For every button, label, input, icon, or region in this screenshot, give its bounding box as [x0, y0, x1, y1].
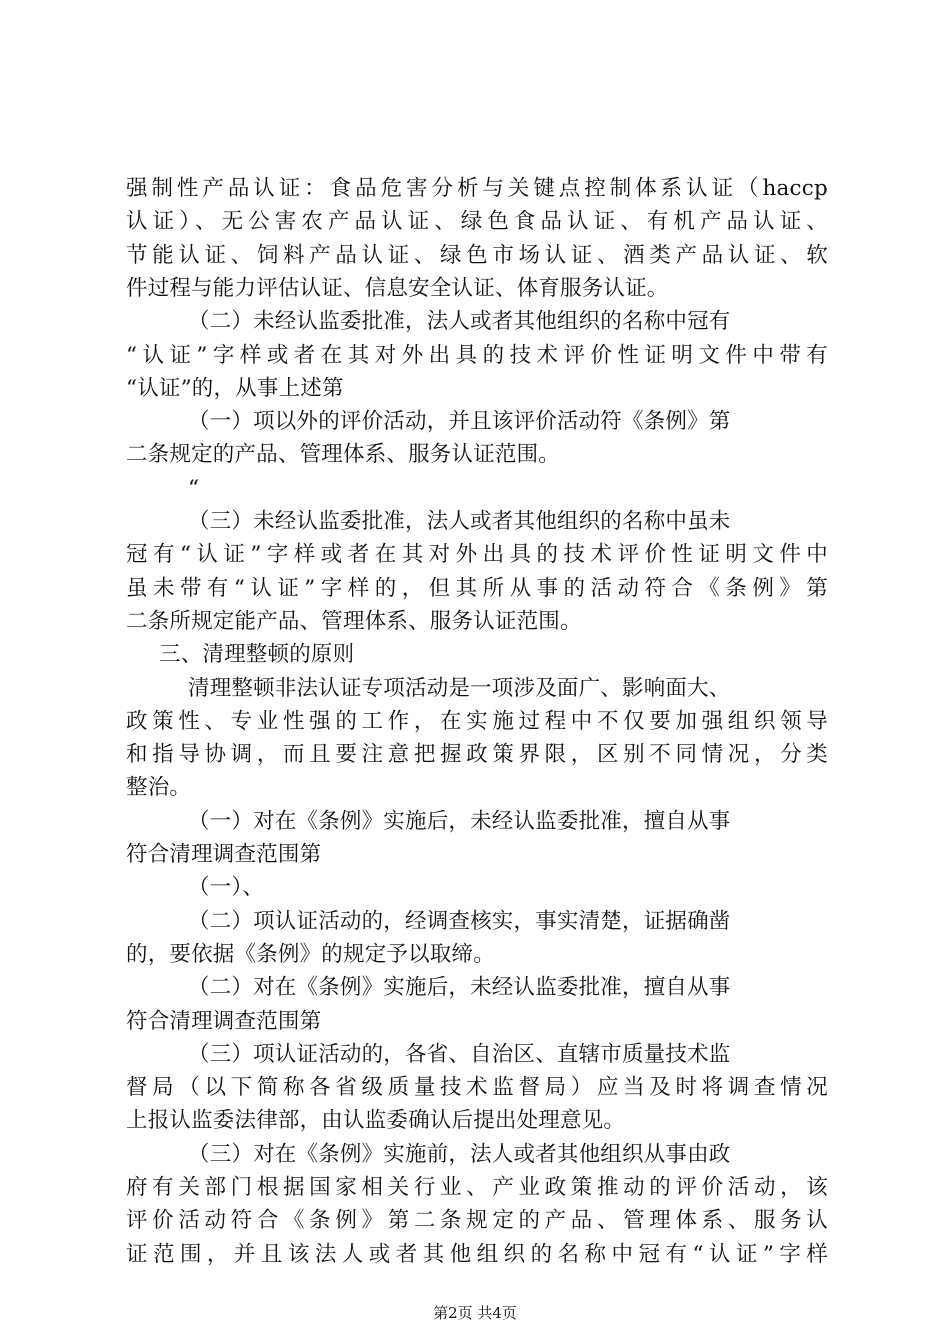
paragraph-line: （二）未经认监委批准，法人或者其他组织的名称中冠有 — [188, 309, 731, 335]
paragraph-line: 和指导协调，而且要注意把握政策界限，区别不同情况，分类 — [126, 742, 828, 768]
paragraph-line: 整治。 — [126, 775, 192, 801]
paragraph-line: 府有关部门根据国家相关行业、产业政策推动的评价活动，该 — [126, 1175, 828, 1200]
paragraph-line: （一）、 — [188, 875, 265, 901]
paragraph-line: 证范围，并且该法人或者其他组织的名称中冠有“认证”字样 — [126, 1241, 828, 1267]
paragraph-line: 评价活动符合《条例》第二条规定的产品、管理体系、服务认 — [126, 1208, 828, 1234]
paragraph-line: 虽未带有“认证”字样的，但其所从事的活动符合《条例》第 — [126, 575, 828, 601]
paragraph-line: 的，要依据《条例》的规定予以取缔。 — [126, 941, 495, 967]
paragraph-line: 认证）、无公害农产品认证、绿色食品认证、有机产品认证、 — [126, 209, 828, 235]
paragraph-line: 符合清理调查范围第 — [126, 842, 322, 867]
paragraph-line: 强制性产品认证：食品危害分析与关键点控制体系认证（haccp — [126, 176, 828, 201]
paragraph-line: 件过程与能力评估认证、信息安全认证、体育服务认证。 — [126, 275, 669, 301]
paragraph-line: （三）未经认监委批准，法人或者其他组织的名称中虽未 — [188, 509, 731, 534]
paragraph-line: （三）对在《条例》实施前，法人或者其他组织从事由政 — [188, 1141, 731, 1167]
paragraph-line: 清理整顿非法认证专项活动是一项涉及面广、影响面大、 — [188, 675, 731, 701]
paragraph-line: （一）对在《条例》实施后，未经认监委批准，擅自从事 — [188, 808, 731, 834]
paragraph-line: 符合清理调查范围第 — [126, 1008, 322, 1034]
paragraph-line: 冠有“认证”字样或者在其对外出具的技术评价性证明文件中 — [126, 542, 828, 568]
paragraph-line: 二条所规定能产品、管理体系、服务认证范围。 — [126, 608, 582, 634]
paragraph-line: 三、清理整顿的原则 — [159, 642, 355, 668]
paragraph-line: 二条规定的产品、管理体系、服务认证范围。 — [126, 442, 561, 468]
paragraph-line: “认证”的，从事上述第 — [126, 375, 344, 401]
paragraph-line: “ — [188, 475, 200, 501]
paragraph-line: 督局（以下简称各省级质量技术监督局）应当及时将调查情况 — [126, 1075, 828, 1101]
paragraph-line: 上报认监委法律部，由认监委确认后提出处理意见。 — [126, 1108, 626, 1134]
paragraph-line: 政策性、专业性强的工作，在实施过程中不仅要加强组织领导 — [126, 708, 828, 734]
paragraph-line: （二）项认证活动的，经调查核实，事实清楚，证据确凿 — [188, 908, 731, 934]
paragraph-line: “认证”字样或者在其对外出具的技术评价性证明文件中带有 — [126, 342, 828, 368]
paragraph-line: （三）项认证活动的，各省、自治区、直辖市质量技术监 — [188, 1041, 731, 1067]
paragraph-line: 节能认证、饲料产品认证、绿色市场认证、酒类产品认证、软 — [126, 242, 828, 268]
paragraph-line: （二）对在《条例》实施后，未经认监委批准，擅自从事 — [188, 975, 731, 1001]
paragraph-line: （一）项以外的评价活动，并且该评价活动符《条例》第 — [188, 409, 731, 435]
page-footer: 第2页 共4页 — [433, 1304, 517, 1322]
